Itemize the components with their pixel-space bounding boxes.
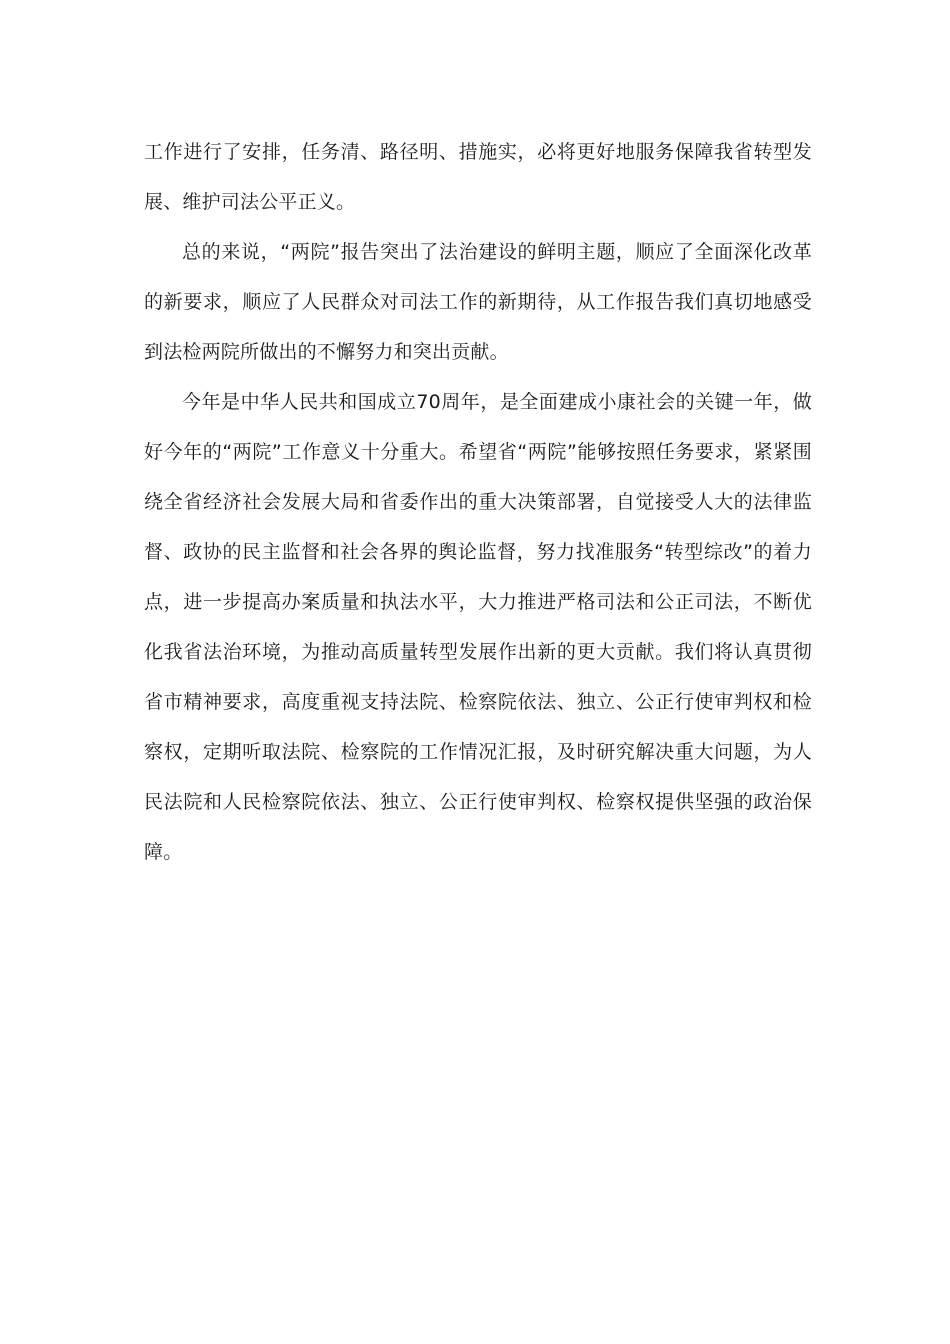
paragraph-expectation: 今年是中华人民共和国成立70周年，是全面建成小康社会的关键一年，做好今年的“两院”工作意义十分重大。希望省“两院”能够按照任务要求，紧紧围绕全省经济社会发展大局和省委作出的重大决策部署，自觉接受人大的法律监督、政协的民主监督和社会各界的舆论监督，努力找准服务“转型综改”的着力点，进一步提高办案质量和执法水平，大力推进严格司法和公正司法，不断优化我省法治环境，为推动高质量转型发展作出新的更大贡献。我们将认真贯彻省市精神要求，高度重视支持法院、检察院依法、独立、公正行使审判权和检察权，定期听取法院、检察院的工作情况汇报，及时研究解决重大问题，为人民法院和人民检察院依法、独立、公正行使审判权、检察权提供坚强的政治保障。 <box>144 391 812 863</box>
paragraph-summary: 总的来说，“两院”报告突出了法治建设的鲜明主题，顺应了全面深化改革的新要求，顺应了人民群众对司法工作的新期待，从工作报告我们真切地感受到法检两院所做出的不懈努力和突出贡献。 <box>144 241 812 363</box>
paragraph-continuation: 工作进行了安排，任务清、路径明、措施实，必将更好地服务保障我省转型发展、维护司法公平正义。 <box>144 141 812 213</box>
document-body <box>144 127 812 877</box>
